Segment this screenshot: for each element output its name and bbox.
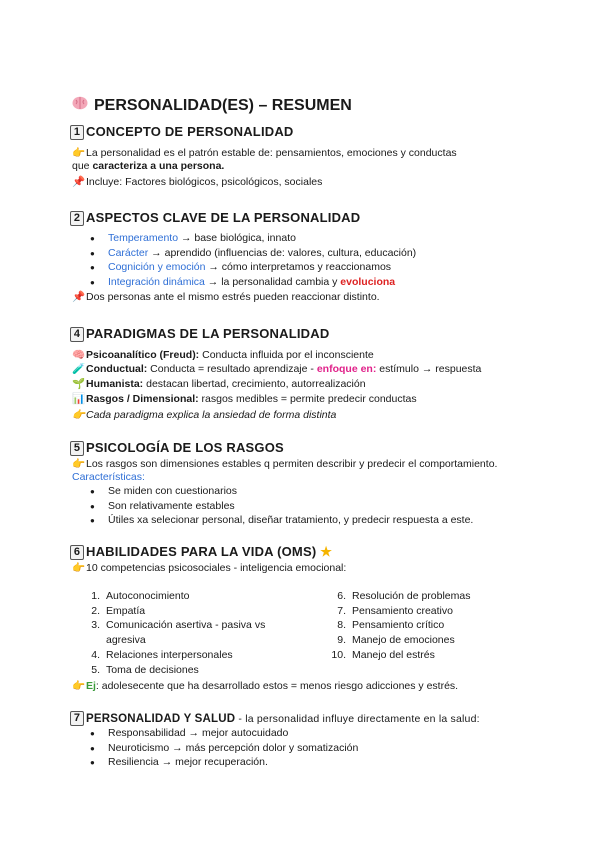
- star-icon: ★: [320, 544, 333, 559]
- list-item: ● Temperamento → base biológica, innato: [90, 232, 416, 247]
- s1-line3: 📌Incluye: Factores biológicos, psicológicos, sociales: [72, 176, 323, 188]
- test-tube-icon: 🧪: [72, 363, 86, 375]
- section-7-heading: 7 PERSONALIDAD Y SALUD - la personalidad influye directamente en la salud:: [70, 711, 480, 726]
- list-item: 8. Pensamiento crítico: [337, 619, 445, 632]
- pointing-hand-icon: 👉: [72, 562, 86, 574]
- s2-note: 📌Dos personas ante el mismo estrés pueden reaccionar distinto.: [72, 291, 380, 303]
- s4-p5: 👉Cada paradigma explica la ansiedad de forma distinta: [72, 409, 337, 421]
- section-2-heading: 2 ASPECTOS CLAVE DE LA PERSONALIDAD: [70, 210, 360, 226]
- list-item: 3. Comunicación asertiva - pasiva vs: [91, 619, 266, 632]
- keycap-2-icon: 2: [70, 211, 84, 226]
- list-item: ● Responsabilidad → mejor autocuidado: [90, 727, 358, 742]
- s1-line2: que caracteriza a una persona.: [72, 160, 225, 172]
- list-item: 5. Toma de decisiones: [91, 663, 199, 676]
- page-title: [72, 96, 352, 115]
- list-item: ● Integración dinámica → la personalidad cambia y evoluciona: [90, 276, 416, 291]
- list-item: 1. Autoconocimiento: [91, 590, 190, 602]
- s5-list: [90, 485, 473, 529]
- section-1-heading: 1 CONCEPTO DE PERSONALIDAD: [70, 124, 294, 140]
- s6-list-col1: [82, 589, 265, 677]
- list-item: agresiva: [106, 634, 146, 647]
- pointing-hand-icon: 👉: [72, 680, 86, 692]
- list-item: 6. Resolución de problemas: [337, 590, 471, 602]
- list-item: 10. Manejo del estrés: [331, 648, 435, 661]
- keycap-5-icon: 5: [70, 441, 84, 456]
- list-item: ● Resiliencia → mejor recuperación.: [90, 756, 358, 771]
- s2-list: [90, 232, 416, 290]
- list-item: ● Útiles xa selecionar personal, diseñar tratamiento, y predecir respuesta a este.: [90, 514, 473, 529]
- section-5-heading: 5 PSICOLOGÍA DE LOS RASGOS: [70, 440, 284, 456]
- brain-icon: 🧠: [72, 349, 86, 361]
- s1-line1: 👉La personalidad es el patrón estable de: pensamientos, emociones y conductas: [72, 147, 457, 159]
- keycap-6-icon: 6: [70, 545, 84, 560]
- pushpin-icon: 📌: [72, 176, 86, 188]
- title-text: PERSONALIDAD(ES) – RESUMEN: [94, 97, 352, 114]
- list-item: 4. Relaciones interpersonales: [91, 648, 233, 661]
- list-item: ● Cognición y emoción → cómo interpretamos y reaccionamos: [90, 261, 416, 276]
- s5-intro: 👉Los rasgos son dimensiones estables q permiten describir y predecir el comportamiento.: [72, 458, 498, 470]
- keycap-1-icon: 1: [70, 125, 84, 140]
- pushpin-icon: 📌: [72, 291, 86, 303]
- brain-icon: [72, 96, 90, 115]
- pointing-hand-icon: 👉: [72, 458, 86, 470]
- bar-chart-icon: 📊: [72, 393, 86, 405]
- s4-p4: 📊Rasgos / Dimensional: rasgos medibles = permite predecir conductas: [72, 393, 417, 405]
- list-item: 9. Manejo de emociones: [337, 634, 455, 647]
- s4-p2: 🧪Conductual: Conducta = resultado aprendizaje - enfoque en: estímulo → respuesta: [72, 363, 482, 375]
- s4-p1: 🧠Psicoanalítico (Freud): Conducta influida por el inconsciente: [72, 349, 374, 361]
- section-6-heading: 6 HABILIDADES PARA LA VIDA (OMS) ★: [70, 544, 332, 560]
- s6-example: 👉Ej: adolesecente que ha desarrollado estos = menos riesgo adicciones y estrés.: [72, 680, 459, 692]
- list-item: 7. Pensamiento creativo: [337, 604, 453, 617]
- keycap-4-icon: 4: [70, 327, 84, 342]
- s6-list-col2: [328, 589, 470, 663]
- s6-intro: 👉10 competencias psicosociales - inteligencia emocional:: [72, 562, 347, 574]
- list-item: ● Carácter → aprendido (influencias de: valores, cultura, educación): [90, 247, 416, 262]
- pointing-hand-icon: 👉: [72, 147, 86, 159]
- s5-label: Características:: [72, 471, 145, 483]
- list-item: ● Neuroticismo → más percepción dolor y somatización: [90, 742, 358, 757]
- s7-list: [90, 727, 358, 771]
- seedling-icon: 🌱: [72, 378, 86, 390]
- list-item: ● Son relativamente estables: [90, 500, 473, 515]
- list-item: ● Se miden con cuestionarios: [90, 485, 473, 500]
- section-4-heading: 4 PARADIGMAS DE LA PERSONALIDAD: [70, 326, 329, 342]
- s4-p3: 🌱Humanista: destacan libertad, crecimiento, autorrealización: [72, 378, 366, 390]
- list-item: 2. Empatía: [91, 604, 146, 617]
- keycap-7-icon: 7: [70, 711, 84, 726]
- pointing-hand-icon: 👉: [72, 409, 86, 421]
